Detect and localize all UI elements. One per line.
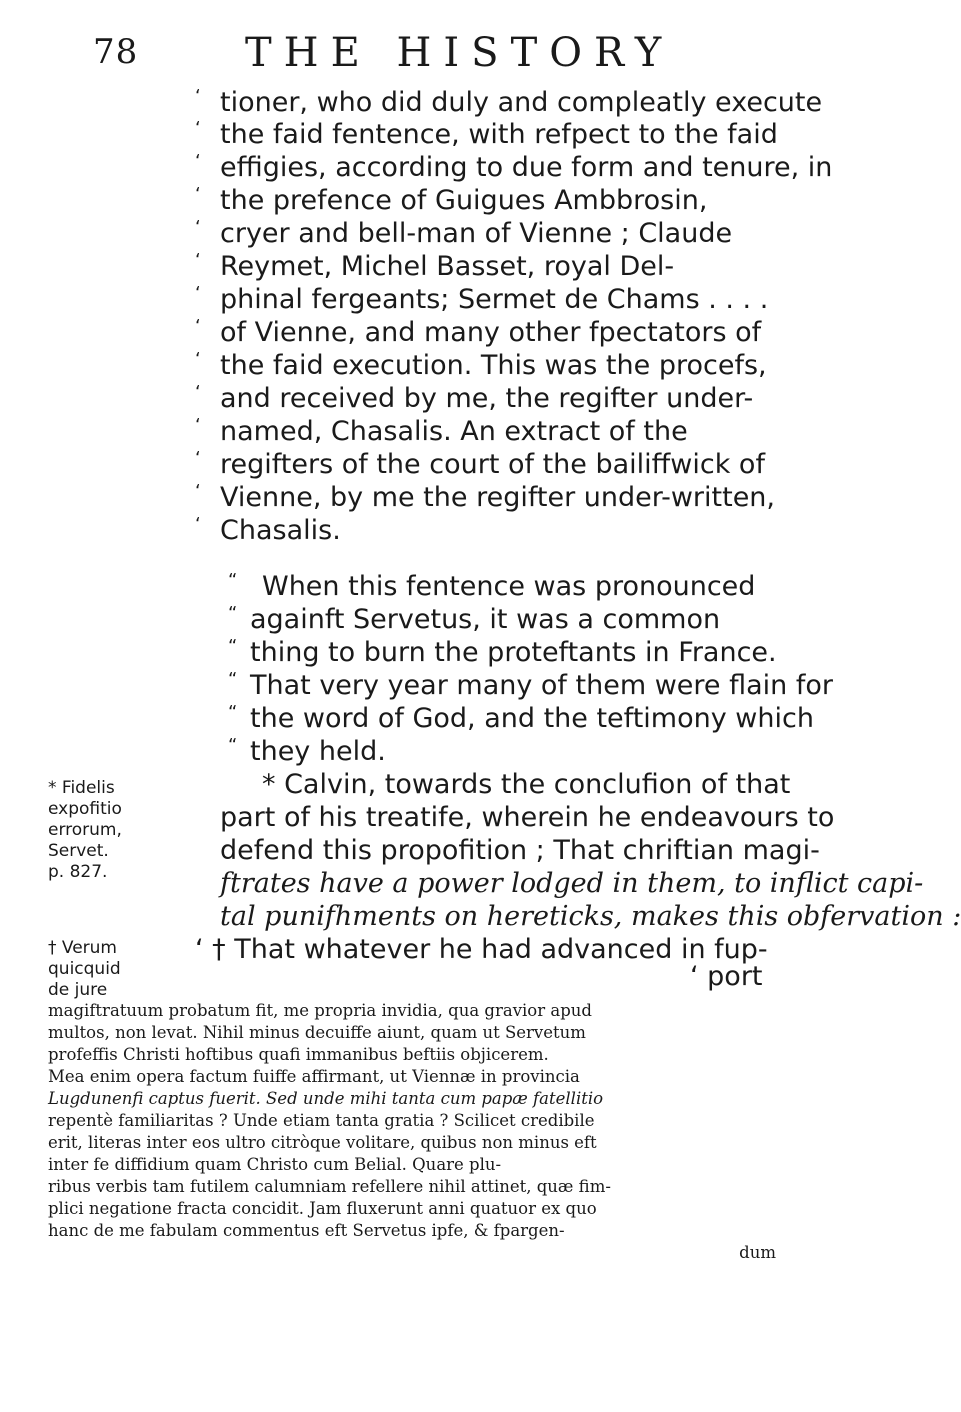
footnote-line: Lugdunenfi captus fuerit. Sed unde mihi tanta cum papæ fatellitio [48,1089,604,1108]
margin-note-line: † Verum [48,938,117,958]
margin-note-line: de jure [48,980,108,1000]
footnote-line: plici negatione fracta concidit. Jam fluxerunt anni quatuor ex quo [48,1199,597,1218]
margin-note-fidelis [48,778,178,883]
book-page: 78 THE HISTORY ‘ tioner, who did duly and compleatly execute ‘ the faid fentence, with refpect to the faid ‘ effigies, according to due form and tenure, in ‘ the prefence of Guigues Ambbrosin, ‘ cryer and bell-man of Vienne ; Claude ‘ Reymet, Michel Basset, royal Del- ‘ phinal fergeants; Sermet de Chams . . . . ‘ of Vienne, and many other fpectators of ‘ the faid execution. This was the procefs, ‘ and received by me, the regifter under- ‘ named, Chasalis. An extract of the ‘ regifters of the court of the bailiffwick of ‘ Vienne, by me the regifter under-written, ‘ Chasalis. “ When this fentence was pronounced “ againft Servetus, it was a common “ thing to burn the proteftants in France. “ That very year many of them were flain for “ the word of God, and the teftimony which “ they held. * Calvin, towards the conclufion of that part of his treatife, wherein he endeavours to defend this propofition ; That chriftian magi- ftrates have a power lodged in them, to inflict capi- tal punifhments on hereticks, makes this obfervation : ‘ † That whatever he had advanced in fup- ‘ port * Fidelis expofitio errorum, Servet. p. 827. † Verum quicquid de jure magiftratuum probatum fit, me propria invidia, qua gravior apud multos, non levat. Nihil minus decuiffe aiunt, quam ut Servetum profeffis Christi hoftibus quafi immanibus beftiis objicerem. Mea enim opera factum fuiffe affirmant, ut Viennæ in provincia Lugdunenfi captus fuerit. Sed unde mihi tanta cum papæ fatellitio repentè familiaritas ? Unde etiam tanta gratia ? Scilicet credibile erit, literas inter eos ultro citròque volitare, quibus non minus eft inter fe diffidium quam Christo cum Belial. Quare plu- ribus verbis tam futilem calumniam refellere nihil attinet, quæ fim- plici negatione fracta concidit. Jam fluxerunt anni quatuor ex quo hanc de me fabulam commentus eft Servetus ipfe, & fpargen- dum [48,30,961,1262]
margin-note-line: Servet. [48,841,109,861]
margin-note-line: expofitio [48,799,122,819]
margin-note-line: p. 827. [48,862,108,882]
margin-note-line: quicquid [48,959,121,979]
footnote-line: dum [739,1243,776,1262]
footnote-line: ribus verbis tam futilem calumniam refellere nihil attinet, quæ fim- [48,1177,611,1196]
margin-note-line: * Fidelis [48,778,115,798]
footnote-line: hanc de me fabulam commentus eft Servetus ipfe, & fpargen- [48,1221,565,1240]
footnote-line: multos, non levat. Nihil minus decuiffe aiunt, quam ut Servetum [48,1023,586,1042]
running-title: THE HISTORY [245,30,674,76]
footnote-line: repentè familiaritas ? Unde etiam tanta gratia ? Scilicet credibile [48,1111,595,1130]
footnote-line: inter fe diffidium quam Christo cum Belial. Quare plu- [48,1155,502,1174]
margin-note-line: errorum, [48,820,122,840]
footnote-line: Mea enim opera factum fuiffe affirmant, ut Viennæ in provincia [48,1067,580,1086]
footnote-line: magiftratuum probatum fit, me propria invidia, qua gravior apud [48,1001,592,1020]
footnote-line: erit, literas inter eos ultro citròque volitare, quibus non minus eft [48,1133,597,1152]
margin-note-verum [48,938,178,1001]
page-number: 78 [93,32,139,72]
footnote-line: profeffis Christi hoftibus quafi immanibus beftiis objicerem. [48,1045,549,1064]
